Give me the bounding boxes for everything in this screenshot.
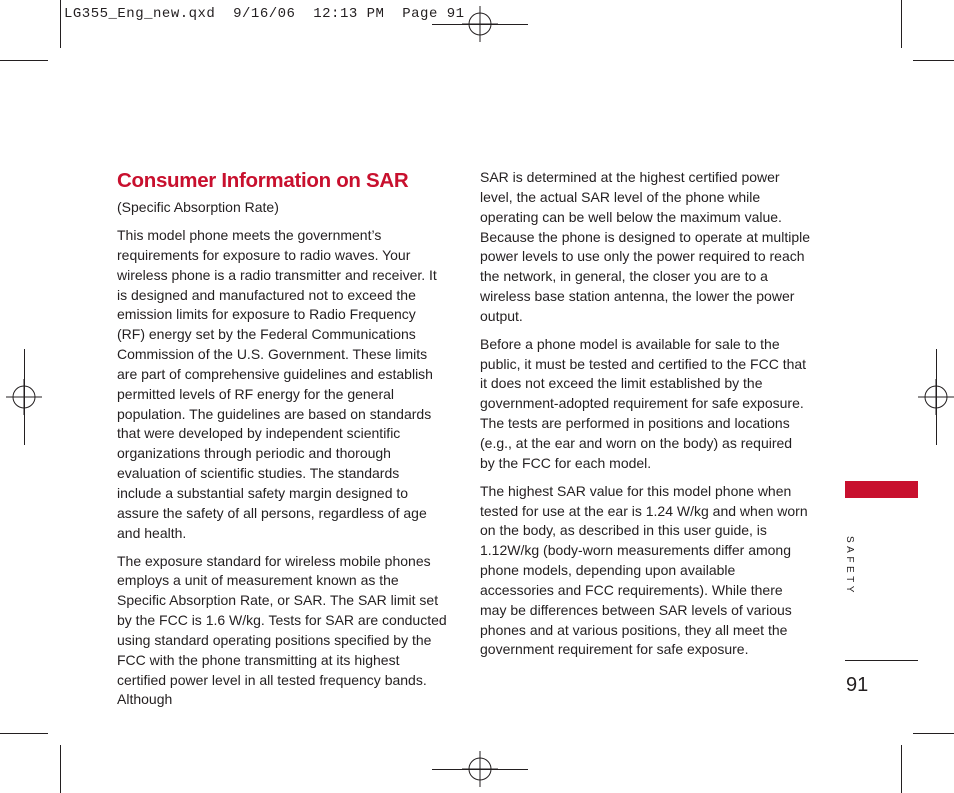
page-number: 91 (846, 674, 869, 696)
registration-line-top (432, 24, 528, 25)
registration-line-left (24, 349, 25, 445)
page-subtitle: (Specific Absorption Rate) (117, 199, 279, 215)
right-paragraph-1: SAR is determined at the highest certified power level, the actual SAR level of the phone while operating can be well below the maximum value. Because the phone is designed to operate at multiple power levels to use only the power required to reach the network, in general, the closer you are to a wireless base station antenna, the lower the power output. (480, 169, 811, 324)
crop-mark-bottom-left-vertical (60, 745, 61, 793)
crop-mark-bottom-right-vertical (901, 745, 902, 793)
left-paragraph-2: The exposure standard for wireless mobile phones employs a unit of measurement known as the Specific Absorption Rate, or SAR. The SAR limit set by the FCC is 1.6 W/kg. Tests for SAR are conducted using standard operating positions specified by the FCC with the phone transmitting at its highest certified power level in all tested frequency bands. Although (117, 552, 447, 708)
registration-line-right (936, 349, 937, 445)
left-paragraph-1: This model phone meets the government’s requirements for exposure to radio waves. Your wireless phone is a radio transmitter and receiver. It is designed and manufactured not to exceed the emission limits for exposure to Radio Frequency (RF) energy set by the Federal Communications Commission of the U.S. Government. These limits are part of comprehensive guidelines and establish permitted levels of RF energy for the general population. The guidelines are based on standards that were developed by independent scientific organizations through periodic and thorough evaluation of scientific studies. The standards include a substantial safety margin designed to assure the safety of all persons, regardless of age and health. (117, 227, 437, 541)
page-title: Consumer Information on SAR (117, 169, 409, 192)
crop-mark-bottom-right-horizontal (913, 733, 954, 734)
crop-mark-top-right-horizontal (913, 60, 954, 61)
crop-mark-top-left-horizontal (0, 60, 48, 61)
crop-mark-top-right-vertical (901, 0, 902, 48)
registration-line-bottom (432, 769, 528, 770)
print-slug-line: LG355_Eng_new.qxd 9/16/06 12:13 PM Page 91 (64, 6, 465, 22)
section-tab-marker (845, 481, 918, 498)
left-text-column (117, 168, 447, 718)
crop-mark-top-left-vertical (60, 0, 61, 48)
right-paragraph-2: Before a phone model is available for sale to the public, it must be tested and certified to the FCC that it does not exceed the limit established by the government-adopted requirement for safe exposure. The tests are performed in positions and locations (e.g., at the ear and worn on the body) as required by the FCC for each model. (480, 335, 807, 471)
crop-mark-bottom-left-horizontal (0, 733, 48, 734)
section-label (843, 536, 855, 596)
section-label-text: SAFETY (844, 536, 855, 596)
right-text-column (480, 168, 810, 668)
right-paragraph-3: The highest SAR value for this model phone when tested for use at the ear is 1.24 W/kg and when worn on the body, as described in this user guide, is 1.12W/kg (body-worn measurements differ among phone models, depending upon available accessories and FCC requirements). While there may be differences between SAR levels of various phones and at various positions, they all meet the government requirement for safe exposure. (480, 482, 808, 658)
page-number-rule (845, 660, 918, 661)
